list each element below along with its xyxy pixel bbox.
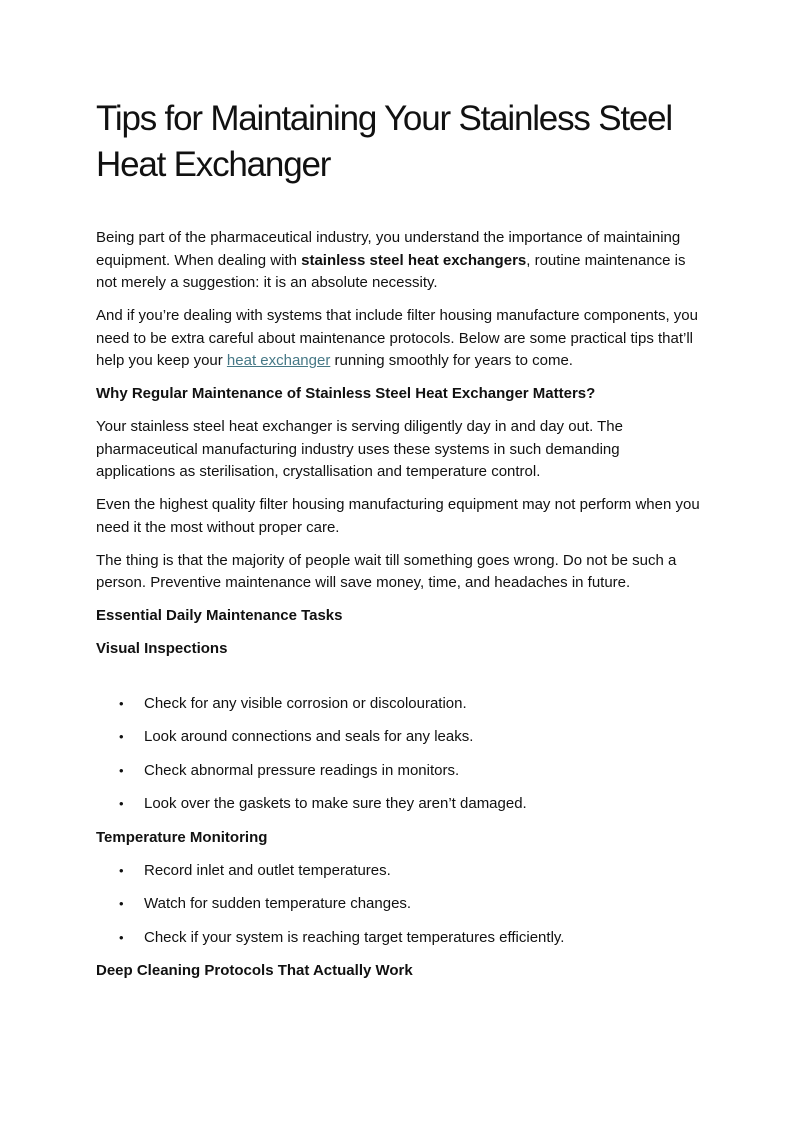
section-heading-deep-cleaning: Deep Cleaning Protocols That Actually Work xyxy=(96,962,413,979)
list-item xyxy=(96,893,700,916)
list-item-text: Look over the gaskets to make sure they aren’t damaged. xyxy=(144,795,527,812)
bullet-icon: • xyxy=(119,729,124,744)
list-item xyxy=(96,927,700,950)
section-heading-why: Why Regular Maintenance of Stainless Steel Heat Exchanger Matters? xyxy=(96,385,596,402)
list-item xyxy=(96,793,700,816)
list-item-text: Record inlet and outlet temperatures. xyxy=(144,861,391,879)
list-item-text: Check if your system is reaching target temperatures efficiently. xyxy=(144,928,565,946)
intro-paragraph-2 xyxy=(96,305,700,373)
list-item-text: Check abnormal pressure readings in monitors. xyxy=(144,761,460,779)
intro-text: Being part of the pharmaceutical industry, you understand the importance of maintaining equipment. When dealing with xyxy=(96,229,681,269)
list-item xyxy=(96,760,700,783)
heat-exchanger-link[interactable]: heat exchanger xyxy=(226,352,331,369)
why-paragraph: Your stainless steel heat exchanger is serving diligently day in and day out. The pharmaceutical manufacturing industry uses these systems in such demanding applications as sterilisation, crystallisation and temperature control. xyxy=(96,418,623,480)
bold-term: stainless steel heat exchangers xyxy=(301,251,527,269)
intro-text: And if you’re dealing with systems that include filter housing manufacture components, you need to be extra careful about maintenance protocols. Below are some practical tips that’ll help you keep your xyxy=(96,307,698,369)
why-paragraph: Even the highest quality filter housing manufacturing equipment may not perform when you need it the most without proper care. xyxy=(96,496,700,536)
bullet-icon: • xyxy=(119,796,124,811)
why-paragraph: The thing is that the majority of people wait till something goes wrong. Do not be such a person. Preventive maintenance will save money, time, and headaches in future. xyxy=(96,551,677,591)
intro-paragraph-1 xyxy=(96,227,700,295)
list-item-text: Look around connections and seals for any leaks. xyxy=(144,728,474,745)
list-item xyxy=(96,693,700,716)
temperature-monitoring-list xyxy=(96,860,700,950)
intro-text: , routine maintenance is not merely a suggestion: it is an absolute necessity. xyxy=(96,251,686,291)
bullet-icon: • xyxy=(119,695,124,711)
list-item xyxy=(96,726,700,749)
list-item xyxy=(96,860,700,883)
article-body xyxy=(96,227,700,983)
visual-inspection-list xyxy=(96,693,700,816)
section-heading-daily: Essential Daily Maintenance Tasks xyxy=(96,607,343,624)
document-page xyxy=(96,96,700,993)
bullet-icon: • xyxy=(119,762,124,778)
subheading-temperature-monitoring: Temperature Monitoring xyxy=(96,828,268,846)
bullet-icon: • xyxy=(119,929,124,945)
page-title: Tips for Maintaining Your Stainless Steel Heat Exchanger xyxy=(96,99,672,184)
list-item-text: Watch for sudden temperature changes. xyxy=(144,895,412,912)
list-item-text: Check for any visible corrosion or discolouration. xyxy=(144,694,467,712)
bullet-icon: • xyxy=(119,896,124,911)
bullet-icon: • xyxy=(119,862,124,878)
intro-text: running smoothly for years to come. xyxy=(330,352,573,369)
subheading-visual-inspections: Visual Inspections xyxy=(96,640,228,657)
